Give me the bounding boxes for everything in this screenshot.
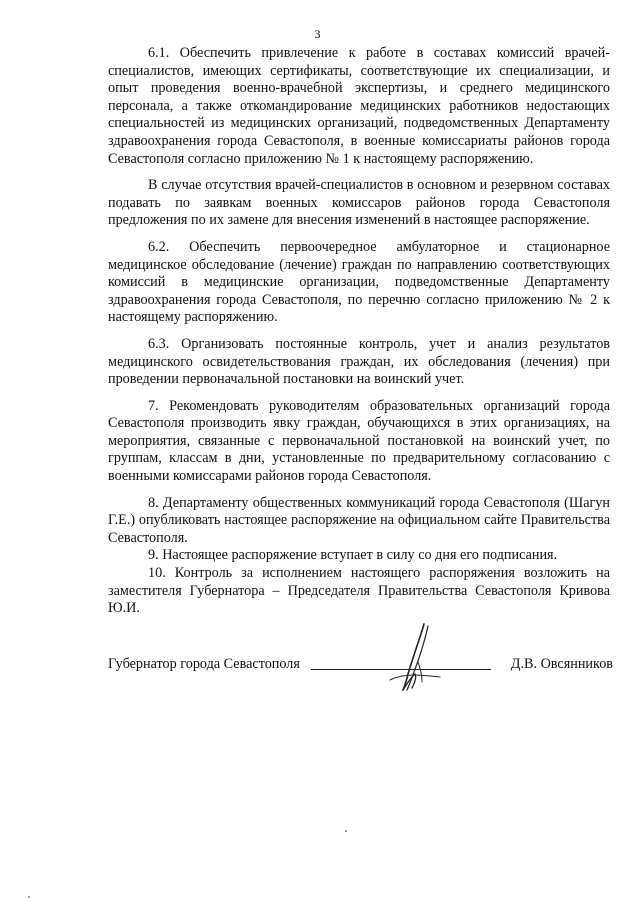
signatory-title: Губернатор города Севастополя [108, 656, 300, 672]
document-body [108, 45, 610, 618]
signatory-name: Д.В. Овсянников [510, 656, 613, 672]
paragraph-6-1-reserve: В случае отсутствия врачей-специалистов в основном и резервном составах подавать по заявкам военных комиссаров районов города Севастополя предложения по их замене для внесения изменений в настоящее распоряжение. [108, 177, 610, 229]
signature-block [108, 655, 613, 677]
handwritten-signature-icon [384, 622, 444, 692]
page-number: 3 [314, 27, 321, 41]
scan-speck [345, 830, 347, 832]
paragraph-9: 9. Настоящее распоряжение вступает в силу со дня его подписания. [148, 547, 558, 564]
paragraph-6-3: 6.3. Организовать постоянные контроль, учет и анализ результатов медицинского освидетельствования граждан, их обследования (лечения) при проведении первоначальной постановки на воинский учет. [108, 335, 610, 388]
paragraph-6-2: 6.2. Обеспечить первоочередное амбулаторное и стационарное медицинское обследование (лечение) граждан по направлению соответствующих комиссий в медицинские организации, подведомственные Департаменту здравоохранения города Севастополя, по перечню согласно приложению № 2 к настоящему распоряжению. [108, 238, 610, 326]
paragraph-10: 10. Контроль за исполнением настоящего распоряжения возложить на заместителя Губернатора – Председателя Правительства Севастополя Кривова Ю.И. [108, 565, 610, 617]
paragraph-6-1: 6.1. Обеспечить привлечение к работе в составах комиссий врачей-специалистов, имеющих сертификаты, соответствующие их специализации, и опыт проведения военно-врачебной экспертизы, и среднего медицинского персонала, а также откомандирование медицинских работников недостающих специальностей из медицинских организаций, подведомственных Департаменту здравоохранения города Севастополя, в военные комиссариаты районов города Севастополя согласно приложению № 1 к настоящему распоряжению. [108, 45, 610, 167]
scan-speck [28, 896, 30, 898]
paragraph-8: 8. Департаменту общественных коммуникаций города Севастополя (Шагун Г.Е.) опубликовать настоящее распоряжение на официальном сайте Правительства Севастополя. [108, 494, 610, 546]
paragraph-7: 7. Рекомендовать руководителям образовательных организаций города Севастополя производить явку граждан, обучающихся в этих организациях, на мероприятия, связанные с первоначальной постановкой на воинский учет, по группам, классам в дни, установленные по предварительному согласованию с военными комиссарами районов города Севастополя. [108, 397, 610, 485]
